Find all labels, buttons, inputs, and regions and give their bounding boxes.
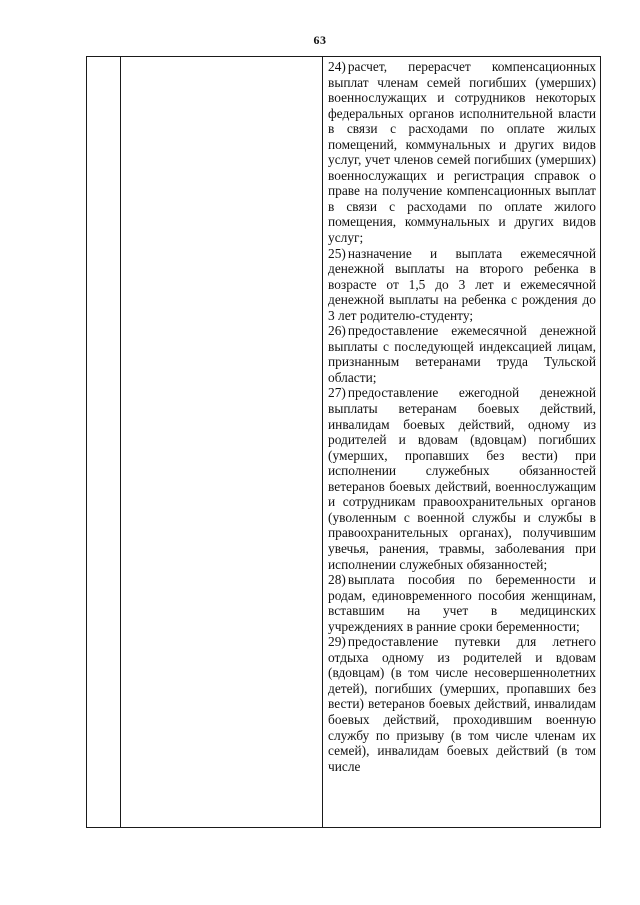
- list-item-text: предоставление ежегодной денежной выплаты ветеранам боевых действий, инвалидам боевых действий, одному из родителей и вдовам (вдовцам) погибших (умерших, пропавших без вести) при исполнении служебных обязанностей ветеранов боевых действий, военнослужащим и сотрудникам правоохранительных органов (уволенным с военной службы и службы в правоохранительных органах), получившим увечья, ранения, травмы, заболевания при исполнении служебных обязанностей;: [328, 385, 596, 572]
- list-item-number: 29): [328, 634, 346, 650]
- list-item: [328, 634, 596, 774]
- list-item-text: назначение и выплата ежемесячной денежной выплаты на второго ребенка в возрасте от 1,5 до 3 лет и ежемесячной денежной выплаты на ребенка с рождения до 3 лет родителю-студенту;: [328, 245, 596, 323]
- table-row: [87, 57, 601, 828]
- functions-cell: [323, 57, 601, 828]
- list-item-text: предоставление путевки для летнего отдыха одному из родителей и вдовам (вдовцам) (в том числе несовершеннолетних детей), погибших (умерших, пропавших без вести) ветеранов боевых действий, инвалидам боевых действий, проходившим военную службу по призыву (в том числе членам их семей), инвалидам боевых действий (в том числе: [328, 634, 596, 774]
- list-item-text: выплата пособия по беременности и родам, единовременного пособия женщинам, вставшим на учет в медицинских учреждениях в ранние сроки беременности;: [328, 572, 596, 634]
- list-item-text: расчет, перерасчет компенсационных выплат членам семей погибших (умерших) военнослужащих и сотрудников некоторых федеральных органов исполнительной власти в связи с расходами по оплате жилых помещений, коммунальных и других видов услуг, учет членов семей погибших (умерших) военнослужащих и регистрация справок о праве на получение компенсационных выплат в связи с расходами по оплате жилого помещения, коммунальных и других видов услуг;: [328, 59, 596, 246]
- list-item-number: 25): [328, 245, 346, 261]
- page-number: 63: [313, 33, 327, 47]
- list-item: [328, 59, 596, 246]
- document-table: [86, 56, 601, 828]
- list-item: [328, 572, 596, 634]
- list-item-number: 27): [328, 385, 346, 401]
- list-item-number: 24): [328, 59, 346, 74]
- functions-list: [323, 57, 600, 774]
- row-number-cell: [87, 57, 121, 828]
- list-item: [328, 246, 596, 324]
- list-item: [328, 385, 596, 572]
- service-name-cell: [121, 57, 323, 828]
- list-item-number: 28): [328, 572, 346, 588]
- list-item-number: 26): [328, 323, 346, 339]
- list-item: [328, 323, 596, 385]
- list-item-text: предоставление ежемесячной денежной выплаты с последующей индексацией лицам, признанным ветеранами труда Тульской области;: [328, 323, 596, 385]
